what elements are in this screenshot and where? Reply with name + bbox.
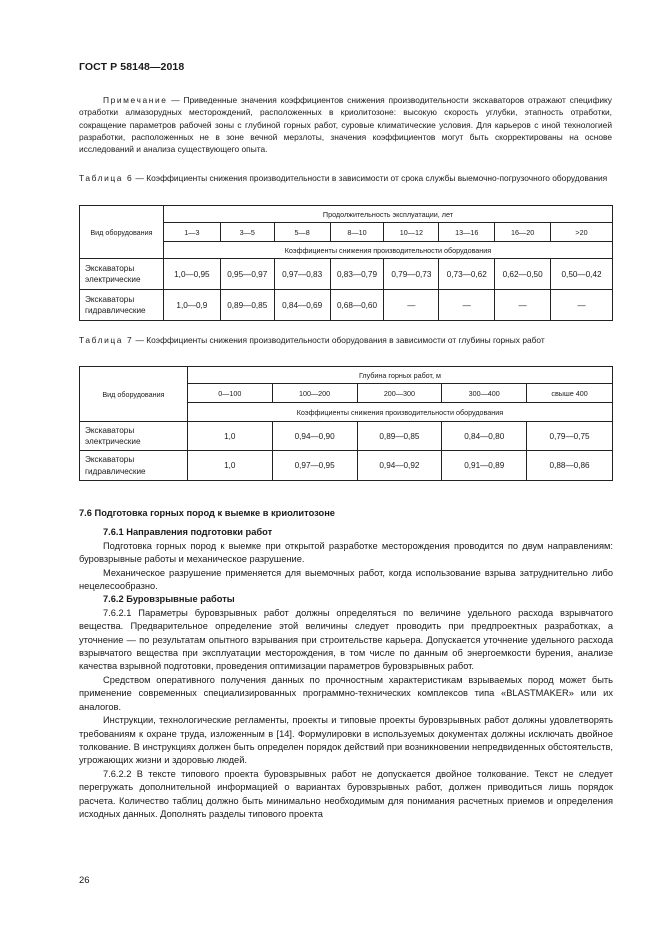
paragraph: 7.6.2.1 Параметры буровзрывных работ должны определяться по величине удельного расхода взрывчатого вещества. Предварительное определение этой величины следует проводить при предпроектных разработках, а уточнение — по результатам опытного взрывания при строительстве карьера. Допускается уточнение удельного расхода взрывчатого вещества при эксплуатации месторождения, в том числе по данным об энергоемкости бурения, анализе качества взрывной подготовки, проведения оптимизации параметров буровзрывных работ. [79,607,613,672]
table-cell: 0,62—0,50 [495,259,551,290]
table6-row-label: Экскаваторы электрические [80,259,164,290]
section-title: 7.6 Подготовка горных пород к выемке в криолитозоне [79,508,335,518]
paragraph: 7.6.2.2 В тексте типового проекта буровзрывных работ не допускается двойное толкование. Текст не следует перегружать дополнительной информацией о вариантах буровзрывных работ, должен приводиться лишь порядок расчета. Количество таблиц должно быть минимально необходимым для понимания расчетных приемов и определения исходных данных. Дополнять разделы типового проекта [79,768,613,819]
table-cell: 0,50—0,42 [551,259,613,290]
table6-col0-header: Вид оборудования [80,206,164,259]
subsection-title: 7.6.1 Направления подготовки работ [103,527,273,538]
table6 [79,205,613,321]
table-cell: — [384,290,439,321]
table-cell: 0,94—0,92 [357,451,442,481]
table7-row-label: Экскаваторы электрические [80,422,188,451]
table6-col-header: 3—5 [220,223,274,242]
table7-col-header: 300—400 [442,384,527,403]
subsection-title: 7.6.2 Буровзрывные работы [103,594,235,605]
table-row [80,290,613,321]
table7-col-header: 200—300 [357,384,442,403]
table7-caption-text: — Коэффициенты снижения производительности оборудования в зависимости от глубины горных работ [133,335,545,345]
table7-row-label: Экскаваторы гидравлические [80,451,188,481]
table-row [80,451,613,481]
table-cell: — [551,290,613,321]
table-cell: — [439,290,495,321]
table7-col0-header: Вид оборудования [80,367,188,422]
table-cell: 0,84—0,80 [442,422,527,451]
table7 [79,366,613,481]
table-cell: — [495,290,551,321]
table-row [80,422,613,451]
table6-col-header: 13—16 [439,223,495,242]
paragraph: Средством оперативного получения данных по прочностным характеристикам взрываемых пород может быть применение современных специализированных программно-технических комплексов типа «BLASTMAKER» или их аналогов. [79,674,613,712]
table-cell: 0,91—0,89 [442,451,527,481]
table-cell: 1,0 [187,422,272,451]
table6-col-header: 1—3 [163,223,220,242]
table6-subheader: Коэффициенты снижения производительности оборудования [163,242,612,259]
table-cell: 0,97—0,83 [274,259,330,290]
table7-col-header: 100—200 [272,384,357,403]
table-cell: 0,95—0,97 [220,259,274,290]
table7-col-header: свыше 400 [527,384,613,403]
table7-group-header: Глубина горных работ, м [187,367,612,384]
table7-caption-label: Таблица 7 [79,335,134,345]
table-cell: 0,94—0,90 [272,422,357,451]
table7-col-header: 0—100 [187,384,272,403]
table6-col-header: 10—12 [384,223,439,242]
section-7-6 [79,507,613,821]
table6-caption [79,172,612,184]
table6-col-header: 16—20 [495,223,551,242]
table6-caption-text: — Коэффициенты снижения производительности в зависимости от срока службы выемочно-погрузочного оборудования [133,173,608,183]
table-cell: 1,0—0,95 [163,259,220,290]
table6-col-header: 8—10 [330,223,384,242]
paragraph: Механическое разрушение применяется для выемочных работ, когда использование взрыва затруднительно либо нецелесообразно. [79,567,613,592]
table6-col-header: >20 [551,223,613,242]
table-cell: 0,79—0,75 [527,422,613,451]
table7-subheader: Коэффициенты снижения производительности оборудования [187,403,612,422]
table-cell: 0,73—0,62 [439,259,495,290]
table-cell: 0,79—0,73 [384,259,439,290]
table-row [80,259,613,290]
note-text: — Приведенные значения коэффициентов снижения производительности экскаваторов отражают специфику отработки алмазорудных месторождений, расположенных в криолитозоне: высокую скорость углубки, этапность отработки, сокращение параметров рабочей зоны с глубиной горных работ, суровые климатические условия. Для карьеров с иной технологией разработки, расположенных не в зоне вечной мерзлоты, значения коэффициентов могут быть скорректированы на основе исследований и анализа существующего опыта. [79,95,612,155]
table-cell: 0,97—0,95 [272,451,357,481]
table6-row-label: Экскаваторы гидравлические [80,290,164,321]
paragraph: Подготовка горных пород к выемке при открытой разработке месторождения проводится по двум направлениям: буровзрывные работы и механическое разрушение. [79,540,613,565]
table-cell: 0,89—0,85 [357,422,442,451]
paragraph: Инструкции, технологические регламенты, проекты и типовые проекты буровзрывных работ должны удовлетворять требованиям к охране труда, изложенным в [14]. Формулировки в используемых документах должны исключать двойное толкование. В инструкциях должен быть определен порядок действий при возникновении непредвиденных обстоятельств, угрожающих жизни и здоровью людей. [79,715,613,766]
table-cell: 0,84—0,69 [274,290,330,321]
note-paragraph [79,94,612,155]
table-cell: 1,0—0,9 [163,290,220,321]
table-cell: 0,88—0,86 [527,451,613,481]
standard-header: ГОСТ Р 58148—2018 [79,61,185,73]
table6-group-header: Продолжительность эксплуатации, лет [163,206,612,223]
note-label: Примечание [103,95,168,105]
table6-caption-label: Таблица 6 [79,173,134,183]
table-cell: 1,0 [187,451,272,481]
table6-col-header: 5—8 [274,223,330,242]
page-number: 26 [79,875,90,886]
table-cell: 0,89—0,85 [220,290,274,321]
table-cell: 0,83—0,79 [330,259,384,290]
table7-caption [79,334,612,346]
table-cell: 0,68—0,60 [330,290,384,321]
